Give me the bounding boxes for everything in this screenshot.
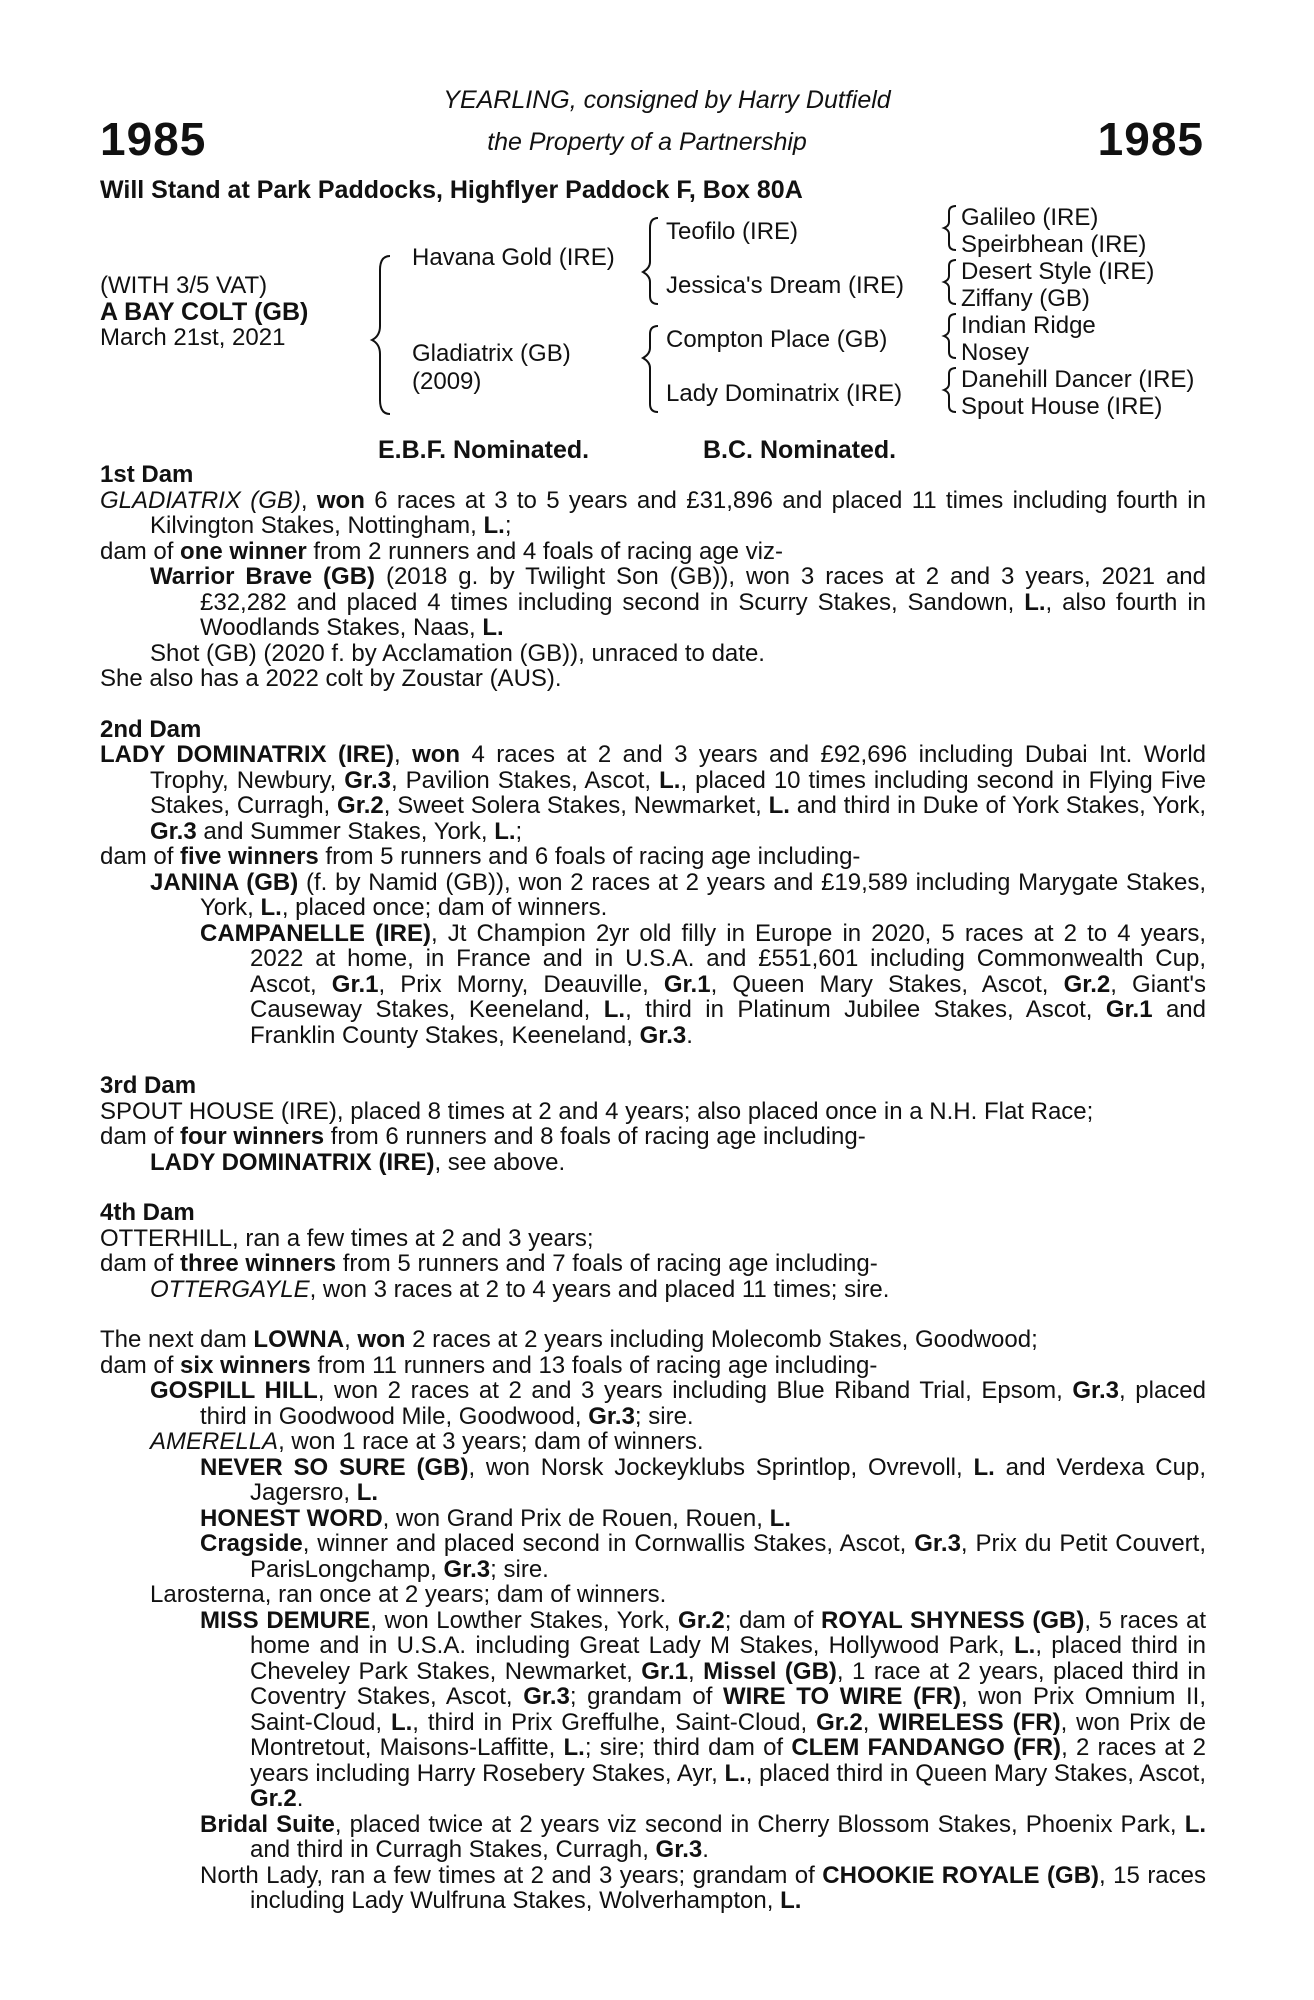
second-dam-heading: 2nd Dam: [100, 715, 202, 743]
dam-sire-dam: Nosey: [961, 339, 1030, 366]
produce-entry: JANINA (GB) (f. by Namid (GB)), won 2 races at 2 years and £19,589 including Marygate Stakes, York, L., placed once; dam of winners.: [150, 868, 1206, 921]
produce-entry: HONEST WORD, won Grand Prix de Rouen, Rouen, L.: [200, 1504, 791, 1532]
fourth-dam-produce-summary: dam of three winners from 5 runners and 7 foals of racing age including-: [100, 1250, 878, 1277]
stabling-location: Will Stand at Park Paddocks, Highflyer Paddock F, Box 80A: [100, 176, 803, 204]
produce-entry: GOSPILL HILL, won 2 races at 2 and 3 years including Blue Riband Trial, Epsom, Gr.3, placed third in Goodwood Mile, Goodwood, Gr.3; sire.: [150, 1377, 1207, 1430]
second-dam-record: LADY DOMINATRIX (IRE), won 4 races at 2 and 3 years and £92,696 including Dubai Int. World Trophy, Newbury, Gr.3, Pavilion Stakes, Ascot, L., placed 10 times including second in Flying Five Stakes, Curragh, Gr.2, Sweet Solera Stakes, Newmarket, L. and third in Duke of York Stakes, York, Gr.3 and Summer Stakes, York, L.;: [100, 741, 1207, 845]
produce-entry: Shot (GB) (2020 f. by Acclamation (GB)), unraced to date.: [150, 639, 765, 667]
foaling-date: March 21st, 2021: [100, 324, 286, 351]
dam-sire: Compton Place (GB): [666, 326, 888, 353]
produce-entry: NEVER SO SURE (GB), won Norsk Jockeyklubs Sprintlop, Ovrevoll, L. and Verdexa Cup, Jagersro, L.: [200, 1453, 1206, 1506]
produce-entry: AMERELLA, won 1 race at 3 years; dam of winners.: [150, 1428, 704, 1455]
sire-name: Havana Gold (IRE): [412, 244, 615, 271]
dam-sire-sire: Indian Ridge: [961, 312, 1096, 339]
catalogue-body: [100, 462, 1206, 1914]
produce-entry: Larosterna, ran once at 2 years; dam of winners.: [150, 1581, 667, 1608]
sire-sire: Teofilo (IRE): [666, 218, 799, 245]
produce-entry: LADY DOMINATRIX (IRE), see above.: [150, 1148, 566, 1176]
ebf-nomination: E.B.F. Nominated.: [378, 436, 590, 464]
first-dam-produce-summary: dam of one winner from 2 runners and 4 foals of racing age viz-: [100, 537, 783, 565]
produce-note: She also has a 2022 colt by Zoustar (AUS).: [100, 665, 562, 692]
fourth-dam-record: OTTERHILL, ran a few times at 2 and 3 years;: [100, 1224, 594, 1252]
next-dam-record: The next dam LOWNA, won 2 races at 2 years including Molecomb Stakes, Goodwood;: [100, 1326, 1038, 1353]
produce-entry: Bridal Suite, placed twice at 2 years viz second in Cherry Blossom Stakes, Phoenix Park, L. and third in Curragh Stakes, Curragh, Gr.3.: [200, 1810, 1207, 1863]
lot-number-right: 1985: [1097, 113, 1204, 165]
produce-entry: North Lady, ran a few times at 2 and 3 years; grandam of CHOOKIE ROYALE (GB), 15 races including Lady Wulfruna Stakes, Wolverhampton, L.: [200, 1861, 1207, 1914]
dam-year: (2009): [412, 368, 482, 395]
next-dam-produce-summary: dam of six winners from 11 runners and 13 foals of racing age including-: [100, 1351, 878, 1379]
lot-number-left: 1985: [100, 113, 207, 165]
produce-entry: CAMPANELLE (IRE), Jt Champion 2yr old filly in Europe in 2020, 5 races at 2 to 4 years, 2022 at home, in France and in U.S.A. and £551,601 including Commonwealth Cup, Ascot, Gr.1, Prix Morny, Deauville, Gr.1, Queen Mary Stakes, Ascot, Gr.2, Giant's Causeway Stakes, Keeneland, L., third in Platinum Jubilee Stakes, Ascot, Gr.1 and Franklin County Stakes, Keeneland, Gr.3.: [200, 919, 1207, 1049]
fourth-dam-heading: 4th Dam: [100, 1199, 195, 1226]
third-dam-heading: 3rd Dam: [100, 1072, 197, 1099]
vat-note: (WITH 3/5 VAT): [100, 272, 268, 299]
dam-dam-sire: Danehill Dancer (IRE): [961, 366, 1195, 393]
first-dam-record: GLADIATRIX (GB), won 6 races at 3 to 5 years and £31,896 and placed 11 times including fourth in Kilvington Stakes, Nottingham, L.;: [100, 486, 1206, 539]
dam-dam: Lady Dominatrix (IRE): [666, 380, 903, 407]
sire-dam-dam: Ziffany (GB): [961, 285, 1090, 312]
first-dam-heading: 1st Dam: [100, 461, 194, 488]
lot-title: A BAY COLT (GB): [100, 298, 309, 326]
produce-entry: OTTERGAYLE, won 3 races at 2 to 4 years and placed 11 times; sire.: [150, 1275, 890, 1303]
sale-line-property: the Property of a Partnership: [487, 128, 807, 156]
sire-sire-sire: Galileo (IRE): [961, 204, 1099, 231]
third-dam-produce-summary: dam of four winners from 6 runners and 8 foals of racing age including-: [100, 1123, 866, 1150]
second-dam-produce-summary: dam of five winners from 5 runners and 6 foals of racing age including-: [100, 843, 861, 870]
sale-line-consignor: YEARLING, consigned by Harry Dutfield: [443, 86, 891, 114]
sire-sire-dam: Speirbhean (IRE): [961, 231, 1147, 258]
sire-dam: Jessica's Dream (IRE): [666, 272, 904, 299]
bc-nomination: B.C. Nominated.: [703, 436, 897, 464]
dam-dam-dam: Spout House (IRE): [961, 393, 1163, 420]
sire-dam-sire: Desert Style (IRE): [961, 258, 1155, 285]
third-dam-record: SPOUT HOUSE (IRE), placed 8 times at 2 and 4 years; also placed once in a N.H. Flat Race;: [100, 1097, 1094, 1125]
produce-entry: MISS DEMURE, won Lowther Stakes, York, Gr.2; dam of ROYAL SHYNESS (GB), 5 races at home and in U.S.A. including Great Lady M Stakes, Hollywood Park, L., placed third in Cheveley Park Stakes, Newmarket, Gr.1, Missel (GB), 1 race at 2 years, placed third in Coventry Stakes, Ascot, Gr.3; grandam of WIRE TO WIRE (FR), won Prix Omnium II, Saint-Cloud, L., third in Prix Greffulhe, Saint-Cloud, Gr.2, WIRELESS (FR), won Prix de Montretout, Maisons-Laffitte, L.; sire; third dam of CLEM FANDANGO (FR), 2 races at 2 years including Harry Rosebery Stakes, Ayr, L., placed third in Queen Mary Stakes, Ascot, Gr.2.: [200, 1606, 1207, 1812]
dam-name: Gladiatrix (GB): [412, 340, 571, 367]
produce-entry: Warrior Brave (GB) (2018 g. by Twilight Son (GB)), won 3 races at 2 and 3 years, 2021 and £32,282 and placed 4 times including second in Scurry Stakes, Sandown, L., also fourth in Woodlands Stakes, Naas, L.: [150, 563, 1207, 641]
produce-entry: Cragside, winner and placed second in Cornwallis Stakes, Ascot, Gr.3, Prix du Petit Couvert, ParisLongchamp, Gr.3; sire.: [200, 1530, 1206, 1583]
